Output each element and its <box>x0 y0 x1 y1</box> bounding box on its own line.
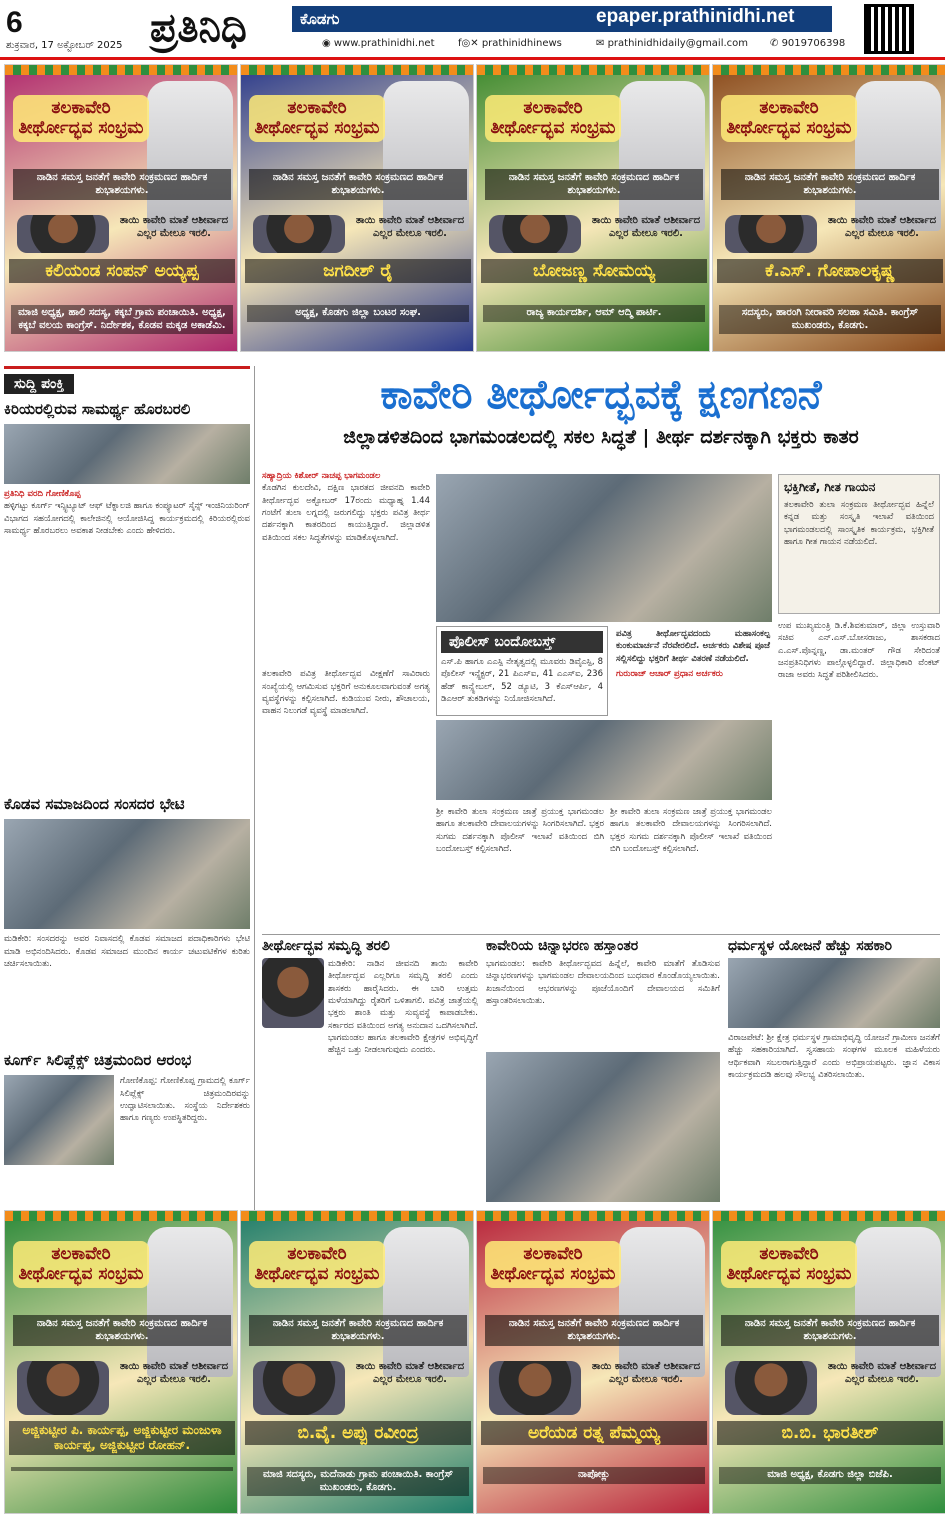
ad-person-role: ಮಾಜಿ ಸದಸ್ಯರು, ಮದೆನಾಡು ಗ್ರಾಮ ಪಂಚಾಯಿತಿ. ಕಾಂಗ್ರೆಸ್ ಮುಖಂಡರು, ಕೊಡಗು. <box>247 1467 469 1496</box>
lead-body: ತಲಕಾವೇರಿ ಪವಿತ್ರ ತೀರ್ಥೋದ್ಭವ ವೀಕ್ಷಣೆಗೆ ಸಾವಿರಾರು ಸಂಖ್ಯೆಯಲ್ಲಿ ಆಗಮಿಸುವ ಭಕ್ತರಿಗೆ ಅನುಕೂಲವಾಗುವಂತೆ ಅಗತ್ಯ ವ್ಯವಸ್ಥೆಗಳನ್ನು ಕಲ್ಪಿಸಲಾಗಿದೆ. ಕುಡಿಯುವ ನೀರು, ಶೌಚಾಲಯ, ವಾಹನ ನಿಲುಗಡೆ ವ್ಯವಸ್ಥೆ ಮಾಡಲಾಗಿದೆ. <box>262 669 430 717</box>
ad-wish: ನಾಡಿನ ಸಮಸ್ತ ಜನತೆಗೆ ಕಾವೇರಿ ಸಂಕ್ರಮಣದ ಹಾರ್ದಿಕ ಶುಭಾಶಯಗಳು. <box>485 1315 703 1346</box>
ad-blessing: ತಾಯಿ ಕಾವೇರಿ ಮಾತೆ ಆಶೀರ್ವಾದ ಎಲ್ಲರ ಮೇಲೂ ಇರಲಿ. <box>827 215 937 239</box>
ad-blessing: ತಾಯಿ ಕಾವೇರಿ ಮಾತೆ ಆಶೀರ್ವಾದ ಎಲ್ಲರ ಮೇಲೂ ಇರಲಿ. <box>355 215 465 239</box>
lead-text-column <box>262 470 430 930</box>
section-divider <box>262 934 940 935</box>
ad-title: ತಲಕಾವೇರಿ ತೀರ್ಥೋದ್ಭವ ಸಂಭ್ರಮ <box>721 1241 857 1288</box>
ad-person-name: ಬಿ.ವೈ. ಅಪ್ಪು ರವೀಂದ್ರ <box>245 1421 471 1445</box>
ad-person-name: ಜಗದೀಶ್ ರೈ <box>245 259 471 283</box>
lead-byline: ಸಹ್ಯಾದ್ರಿಯ ಕಿಶೋರ್ ನಾಚಪ್ಪ ಭಾಗಮಂಡಲ <box>262 471 381 481</box>
story-headline[interactable]: ತೀರ್ಥೋದ್ಭವ ಸಮೃದ್ಧಿ ತರಲಿ <box>262 938 390 954</box>
ad-person-role <box>11 1467 233 1471</box>
lead-text-column <box>778 620 940 930</box>
section-name: ಕೊಡಗು <box>300 10 340 28</box>
lead-body: ಶ್ರೀ ಕಾವೇರಿ ತುಲಾ ಸಂಕ್ರಮಣ ಜಾತ್ರೆ ಪ್ರಯುಕ್ತ ಭಾಗಮಂಡಲ ಹಾಗೂ ತಲಕಾವೇರಿ ದೇವಾಲಯಗಳನ್ನು ಸಿಂಗರಿಸಲಾಗಿದೆ. ಭಕ್ತರ ಸುಗಮ ದರ್ಶನಕ್ಕಾಗಿ ಪೊಲೀಸ್ ಇಲಾಖೆ ವತಿಯಿಂದ ಬಿಗಿ ಬಂದೋಬಸ್ತ್ ಕಲ್ಪಿಸಲಾಗಿದೆ. <box>610 807 772 854</box>
mid-story <box>262 938 478 1200</box>
meeting-photo <box>4 819 250 929</box>
person-photo <box>489 215 581 253</box>
greeting-ad[interactable] <box>4 1210 238 1514</box>
pull-quote <box>614 626 772 716</box>
story-headline[interactable]: ಕೊಡವ ಸಮಾಜದಿಂದ ಸಂಸದರ ಭೇಟಿ <box>4 795 185 814</box>
steps-photo <box>436 720 772 800</box>
greeting-ad[interactable] <box>476 64 710 352</box>
story-body: ಭಾಗಮಂಡಲ: ಕಾವೇರಿ ತೀರ್ಥೋದ್ಭವದ ಹಿನ್ನೆಲೆ, ಕಾವೇರಿ ಮಾತೆಗೆ ತೊಡಿಸುವ ಚಿನ್ನಾಭರಣಗಳನ್ನು ಭಾಗಮಂಡಲ ದೇವಾಲಯದಿಂದ ಬುಧವಾರ ಕೊಂಡೊಯ್ಯಲಾಯಿತು. ಖಜಾನೆಯಿಂದ ಆಭರಣಗಳನ್ನು ಪೂಜೆಯೊಂದಿಗೆ ದೇವಾಲಯದ ಸಮಿತಿಗೆ ಹಸ್ತಾಂತರಿಸಲಾಯಿತು. <box>486 959 720 1006</box>
story-headline[interactable]: ಕಿರಿಯರಲ್ಲಿರುವ ಸಾಮರ್ಥ್ಯ ಹೊರಬರಲಿ <box>4 400 191 418</box>
police-box-body: ಎಸ್.ಪಿ ಹಾಗೂ ಎಎಸ್ಪಿ ನೇತೃತ್ವದಲ್ಲಿ ಮೂವರು ಡಿವೈಎಸ್ಪಿ, 8 ಪೊಲೀಸ್ ಇನ್ಸ್ಪೆಕ್ಟರ್, 21 ಪಿಎಸ್ಐ, 41 ಎಎಸ್ಐ, 236 ಹೆಡ್ ಕಾನ್ಸ್ಟೇಬಲ್, 52 ಡ್ಯೂಟಿ, 3 ಕೆಎಸ್ಆರ್ಪಿ, 4 ಡಿಎಆರ್ ತುಕಡಿಗಳನ್ನು ನಿಯೋಜಿಸಲಾಗಿದೆ. <box>441 657 603 704</box>
mid-story <box>486 938 720 1200</box>
temple-shrine-image <box>619 81 705 231</box>
ad-person-name: ಕಲಿಯಂಡ ಸಂಪನ್ ಅಯ್ಯಪ್ಪ <box>9 259 235 283</box>
temple-shrine-image <box>147 1227 233 1377</box>
person-photo <box>17 1361 109 1415</box>
ad-person-role: ಮಾಜಿ ಅಧ್ಯಕ್ಷ, ಹಾಲಿ ಸದಸ್ಯ, ಕಕ್ಕಬೆ ಗ್ರಾಮ ಪಂಚಾಯಿತಿ. ಅಧ್ಯಕ್ಷ, ಕಕ್ಕಬೆ ವಲಯ ಕಾಂಗ್ರೆಸ್. ನಿರ್ದೇಶಕ, ಕೊಡವ ಮಕ್ಕಡ ಅಕಾಡೆಮಿ. <box>11 305 233 334</box>
ad-wish: ನಾಡಿನ ಸಮಸ್ತ ಜನತೆಗೆ ಕಾವೇರಿ ಸಂಕ್ರಮಣದ ಹಾರ್ದಿಕ ಶುಭಾಶಯಗಳು. <box>13 169 231 200</box>
police-box <box>436 626 608 716</box>
page-number: 6 <box>6 6 23 39</box>
person-photo <box>253 215 345 253</box>
story-headline[interactable]: ಕೂರ್ಗ್ ಸಿಲಿಪ್ಲೆಕ್ಸ್ ಚಿತ್ರಮಂದಿರ ಆರಂಭ <box>4 1051 192 1070</box>
lead-body: ಉಪ ಮುಖ್ಯಮಂತ್ರಿ ಡಿ.ಕೆ.ಶಿವಕುಮಾರ್, ಜಿಲ್ಲಾ ಉಸ್ತುವಾರಿ ಸಚಿವ ಎನ್.ಎಸ್.ಬೋಸರಾಜು, ಶಾಸಕರಾದ ಎ.ಎಸ್.ಪೊನ್ನಣ್ಣ, ಡಾ.ಮಂತರ್ ಗೌಡ ಸೇರಿದಂತೆ ಜನಪ್ರತಿನಿಧಿಗಳು ಪಾಲ್ಗೊಳ್ಳಲಿದ್ದಾರೆ. ಜಿಲ್ಲಾಧಿಕಾರಿ ವೆಂಕಟ್ ರಾಜಾ ಅವರು ಸಿದ್ಧತೆ ಪರಿಶೀಲಿಸಿದರು. <box>778 621 940 681</box>
temple-photo <box>436 474 772 622</box>
lead-text-column <box>436 806 604 930</box>
ad-person-role: ಅಧ್ಯಕ್ಷ, ಕೊಡಗು ಜಿಲ್ಲಾ ಬಂಟರ ಸಂಘ. <box>247 305 469 322</box>
ad-title: ತಲಕಾವೇರಿ ತೀರ್ಥೋದ್ಭವ ಸಂಭ್ರಮ <box>485 1241 621 1288</box>
ad-wish: ನಾಡಿನ ಸಮಸ್ತ ಜನತೆಗೆ ಕಾವೇರಿ ಸಂಕ್ರಮಣದ ಹಾರ್ದಿಕ ಶುಭಾಶಯಗಳು. <box>13 1315 231 1346</box>
person-photo <box>17 215 109 253</box>
garland-decoration <box>713 65 945 75</box>
ad-person-role: ರಾಜ್ಯ ಕಾರ್ಯದರ್ಶಿ, ಆಮ್ ಆದ್ಮಿ ಪಾರ್ಟಿ. <box>483 305 705 322</box>
temple-shrine-image <box>383 81 469 231</box>
story-body: ಗೋಣಿಕೊಪ್ಪ: ಗೋಣಿಕೊಪ್ಪ ಗ್ರಾಮದಲ್ಲಿ ಕೂರ್ಗ್ ಸಿಲಿಪ್ಲೆಕ್ಸ್ ಚಿತ್ರಮಂದಿರವನ್ನು ಉದ್ಘಾಟಿಸಲಾಯಿತು. ಸಂಸ್ಥೆಯ ನಿರ್ದೇಶಕರು ಹಾಗೂ ಗಣ್ಯರು ಉಪಸ್ಥಿತರಿದ್ದರು. <box>120 1076 250 1124</box>
greeting-ad[interactable] <box>240 1210 474 1514</box>
ad-blessing: ತಾಯಿ ಕಾವೇರಿ ಮಾತೆ ಆಶೀರ್ವಾದ ಎಲ್ಲರ ಮೇಲೂ ಇರಲಿ. <box>591 1361 701 1385</box>
person-photo <box>725 215 817 253</box>
person-photo <box>725 1361 817 1415</box>
temple-shrine-image <box>383 1227 469 1377</box>
temple-shrine-image <box>855 1227 941 1377</box>
lead-subheadline: ಜಿಲ್ಲಾಡಳಿತದಿಂದ ಭಾಗಮಂಡಲದಲ್ಲಿ ಸಕಲ ಸಿದ್ಧತೆ | ತೀರ್ಥ ದರ್ಶನಕ್ಕಾಗಿ ಭಕ್ತರು ಕಾತರ <box>343 426 859 448</box>
ad-blessing: ತಾಯಿ ಕಾವೇರಿ ಮಾತೆ ಆಶೀರ್ವಾದ ಎಲ್ಲರ ಮೇಲೂ ಇರಲಿ. <box>119 215 229 239</box>
cultural-sidebox <box>778 474 940 614</box>
ad-title: ತಲಕಾವೇರಿ ತೀರ್ಥೋದ್ಭವ ಸಂಭ್ರಮ <box>249 1241 385 1288</box>
garland-decoration <box>477 65 710 75</box>
sidebox-body: ತಲಕಾವೇರಿ ತುಲಾ ಸಂಕ್ರಮಣ ತೀರ್ಥೋದ್ಭವ ಹಿನ್ನೆಲೆ ಕನ್ನಡ ಮತ್ತು ಸಂಸ್ಕೃತಿ ಇಲಾಖೆ ವತಿಯಿಂದ ಭಾಗಮಂಡಲದಲ್ಲಿ ಸಾಂಸ್ಕೃತಿಕ ಕಾರ್ಯಕ್ರಮ, ಭಕ್ತಿಗೀತೆ ಹಾಗೂ ಗೀತ ಗಾಯನ ನಡೆಯಲಿದೆ. <box>784 500 934 547</box>
quote-attribution: ಗುರುರಾಜ್ ಆಚಾರ್ ಪ್ರಧಾನ ಅರ್ಚಕರು <box>616 668 723 679</box>
ad-title: ತಲಕಾವೇರಿ ತೀರ್ಥೋದ್ಭವ ಸಂಭ್ರಮ <box>13 1241 149 1288</box>
qr-code-icon[interactable] <box>864 4 914 54</box>
ad-wish: ನಾಡಿನ ಸಮಸ್ತ ಜನತೆಗೆ ಕಾವೇರಿ ಸಂಕ್ರಮಣದ ಹಾರ್ದಿಕ ಶುಭಾಶಯಗಳು. <box>721 169 939 200</box>
ad-person-role: ಮಾಜಿ ಅಧ್ಯಕ್ಷ, ಕೊಡಗು ಜಿಲ್ಲಾ ಬಿಜೆಪಿ. <box>719 1467 941 1484</box>
story-body: ಮಡಿಕೇರಿ: ನಾಡಿನ ಜೀವನದಿ ತಾಯಿ ಕಾವೇರಿ ತೀರ್ಥೋದ್ಭವ ಎಲ್ಲರಿಗೂ ಸಮೃದ್ಧಿ ತರಲಿ ಎಂದು ಶಾಸಕರು ಹಾರೈಸಿದರು. ಈ ಬಾರಿ ಉತ್ತಮ ಮಳೆಯಾಗಿದ್ದು ರೈತರಿಗೆ ಒಳಿತಾಗಲಿ. ಪವಿತ್ರ ಜಾತ್ರೆಯಲ್ಲಿ ಭಕ್ತರು ಶಾಂತಿ ಮತ್ತು ಸುವ್ಯವಸ್ಥೆ ಕಾಪಾಡಬೇಕು. ಸರ್ಕಾರದ ವತಿಯಿಂದ ಅಗತ್ಯ ಅನುದಾನ ಒದಗಿಸಲಾಗಿದೆ. ಭಾಗಮಂಡಲ ಹಾಗೂ ತಲಕಾವೇರಿ ಕ್ಷೇತ್ರಗಳ ಅಭಿವೃದ್ಧಿಗೆ ಹೆಚ್ಚಿನ ಒತ್ತು ನೀಡಲಾಗುವುದು ಎಂದರು. <box>328 959 478 1056</box>
lead-body: ಕೊಡಗಿನ ಕುಲದೇವಿ, ದಕ್ಷಿಣ ಭಾರತದ ಜೀವನದಿ ಕಾವೇರಿ ತೀರ್ಥೋದ್ಭವ ಅಕ್ಟೋಬರ್ 17ರಂದು ಮಧ್ಯಾಹ್ನ 1.44 ಗಂಟೆಗೆ ತುಲಾ ಲಗ್ನದಲ್ಲಿ ಜರುಗಲಿದ್ದು ಭಕ್ತರು ಪವಿತ್ರ ತೀರ್ಥ ದರ್ಶನಕ್ಕಾಗಿ ಕಾತರದಿಂದ ಕಾಯುತ್ತಿದ್ದಾರೆ. ಜಿಲ್ಲಾಡಳಿತ ವತಿಯಿಂದ ಸಕಲ ಸಿದ್ಧತೆಗಳನ್ನು ಮಾಡಿಕೊಳ್ಳಲಾಗಿದೆ. <box>262 483 430 543</box>
ad-person-role: ನಾಪೋಕ್ಲು <box>483 1467 705 1484</box>
column-tag: ಸುದ್ದಿ ಪಂಕ್ತಿ <box>4 374 74 394</box>
story-body: ವಿರಾಜಪೇಟೆ: ಶ್ರೀ ಕ್ಷೇತ್ರ ಧರ್ಮಸ್ಥಳ ಗ್ರಾಮಾಭಿವೃದ್ಧಿ ಯೋಜನೆ ಗ್ರಾಮೀಣ ಜನತೆಗೆ ಹೆಚ್ಚು ಸಹಕಾರಿಯಾಗಿದೆ. ಸ್ವಸಹಾಯ ಸಂಘಗಳ ಮೂಲಕ ಮಹಿಳೆಯರು ಆರ್ಥಿಕವಾಗಿ ಸಬಲರಾಗುತ್ತಿದ್ದಾರೆ ಎಂದು ಅಭಿಪ್ರಾಯಪಟ್ಟರು. ಜ್ಞಾನ ವಿಕಾಸ ಕಾರ್ಯಕ್ರಮದಡಿ ಹಲವು ಸೌಲಭ್ಯ ವಿತರಿಸಲಾಯಿತು. <box>728 1033 940 1080</box>
garland-decoration <box>5 65 238 75</box>
garland-decoration <box>477 1211 710 1221</box>
issue-date: ಶುಕ್ರವಾರ, 17 ಅಕ್ಟೋಬರ್ 2025 <box>6 40 123 51</box>
portrait-photo <box>262 958 324 1028</box>
greeting-ad[interactable] <box>476 1210 710 1514</box>
mid-story <box>728 938 940 1200</box>
ad-title: ತಲಕಾವೇರಿ ತೀರ್ಥೋದ್ಭವ ಸಂಭ್ರಮ <box>485 95 621 142</box>
ad-title: ತಲಕಾವೇರಿ ತೀರ್ಥೋದ್ಭವ ಸಂಭ್ರಮ <box>13 95 149 142</box>
event-photo <box>728 958 940 1028</box>
ad-blessing: ತಾಯಿ ಕಾವೇರಿ ಮಾತೆ ಆಶೀರ್ವಾದ ಎಲ್ಲರ ಮೇಲೂ ಇರಲಿ. <box>591 215 701 239</box>
lead-body: ಶ್ರೀ ಕಾವೇರಿ ತುಲಾ ಸಂಕ್ರಮಣ ಜಾತ್ರೆ ಪ್ರಯುಕ್ತ ಭಾಗಮಂಡಲ ಹಾಗೂ ತಲಕಾವೇರಿ ದೇವಾಲಯಗಳನ್ನು ಸಿಂಗರಿಸಲಾಗಿದೆ. ಭಕ್ತರ ಸುಗಮ ದರ್ಶನಕ್ಕಾಗಿ ಪೊಲೀಸ್ ಇಲಾಖೆ ವತಿಯಿಂದ ಬಿಗಿ ಬಂದೋಬಸ್ತ್ ಕಲ್ಪಿಸಲಾಗಿದೆ. <box>436 807 604 854</box>
story-dateline: ಪ್ರತಿನಿಧಿ ವರದಿ ಗೋಣಿಕೊಪ್ಪ <box>4 489 81 499</box>
person-photo <box>253 1361 345 1415</box>
ad-blessing: ತಾಯಿ ಕಾವೇರಿ ಮಾತೆ ಆಶೀರ್ವಾದ ಎಲ್ಲರ ಮೇಲೂ ಇರಲಿ. <box>119 1361 229 1385</box>
greeting-ad[interactable] <box>712 64 945 352</box>
greeting-ad[interactable] <box>4 64 238 352</box>
garland-decoration <box>241 65 474 75</box>
sidebox-title: ಭಕ್ತಿಗೀತೆ, ಗೀತ ಗಾಯನ <box>784 480 876 494</box>
inauguration-photo <box>4 1075 114 1165</box>
social-handle[interactable]: f◎✕ prathinidhinews <box>458 38 562 49</box>
garland-decoration <box>241 1211 474 1221</box>
newspaper-logo: ಪ್ರತಿನಿಧಿ <box>150 4 247 51</box>
greeting-ad[interactable] <box>240 64 474 352</box>
lead-story <box>262 372 940 448</box>
ad-blessing: ತಾಯಿ ಕಾವೇರಿ ಮಾತೆ ಆಶೀರ್ವಾದ ಎಲ್ಲರ ಮೇಲೂ ಇರಲಿ. <box>827 1361 937 1385</box>
ad-person-name: ಬಿ.ಬಿ. ಭಾರತೀಶ್ <box>717 1421 943 1445</box>
ad-title: ತಲಕಾವೇರಿ ತೀರ್ಥೋದ್ಭವ ಸಂಭ್ರಮ <box>721 95 857 142</box>
ad-wish: ನಾಡಿನ ಸಮಸ್ತ ಜನತೆಗೆ ಕಾವೇರಿ ಸಂಕ್ರಮಣದ ಹಾರ್ದಿಕ ಶುಭಾಶಯಗಳು. <box>485 169 703 200</box>
lead-text-column <box>610 806 772 930</box>
story-headline[interactable]: ಕಾವೇರಿಯ ಚಿನ್ನಾಭರಣ ಹಸ್ತಾಂತರ <box>486 938 639 954</box>
temple-shrine-image <box>147 81 233 231</box>
story-body: ಹಳ್ಳಿಗಟ್ಟು ಕೂರ್ಗ್ ಇನ್ಸ್ಟಿಟ್ಯೂಟ್ ಆಫ್ ಟೆಕ್ನಾಲಜಿ ಹಾಗೂ ಕಂಪ್ಯೂಟರ್ ಸೈನ್ಸ್ ಇಂಜಿನಿಯರಿಂಗ್ ವಿಭಾಗದ ಸಹಯೋಗದಲ್ಲಿ ಕಾಲೇಜಿನಲ್ಲಿ ಆಯೋಜಿಸಿದ್ದ ಕಾರ್ಯಕ್ರಮದಲ್ಲಿ ಕಿರಿಯರಲ್ಲಿರುವ ಸಾಮರ್ಥ್ಯ ಹೊರಬರಲು ಅವಕಾಶ ನೀಡಬೇಕು ಎಂದು ಹೇಳಿದರು. <box>4 501 250 536</box>
ad-person-name: ಅರೆಯಡ ರತ್ನ ಪೆಮ್ಮಯ್ಯ <box>481 1421 707 1445</box>
garland-decoration <box>5 1211 238 1221</box>
quote-text: ಪವಿತ್ರ ತೀರ್ಥೋದ್ಭವದಂದು ಮಹಾಸಂಕಲ್ಪ ಕುಂಕುಮಾರ್ಚನೆ ನೆರವೇರಲಿದೆ. ಅರ್ಚಕರು ವಿಶೇಷ ಪೂಜೆ ಸಲ್ಲಿಸಲಿದ್ದು ಭಕ್ತರಿಗೆ ತೀರ್ಥ ವಿತರಣೆ ನಡೆಯಲಿದೆ. <box>616 629 770 664</box>
ad-wish: ನಾಡಿನ ಸಮಸ್ತ ಜನತೆಗೆ ಕಾವೇರಿ ಸಂಕ್ರಮಣದ ಹಾರ್ದಿಕ ಶುಭಾಶಯಗಳು. <box>249 1315 467 1346</box>
ad-wish: ನಾಡಿನ ಸಮಸ್ತ ಜನತೆಗೆ ಕಾವೇರಿ ಸಂಕ್ರಮಣದ ಹಾರ್ದಿಕ ಶುಭಾಶಯಗಳು. <box>721 1315 939 1346</box>
ad-wish: ನಾಡಿನ ಸಮಸ್ತ ಜನತೆಗೆ ಕಾವೇರಿ ಸಂಕ್ರಮಣದ ಹಾರ್ದಿಕ ಶುಭಾಶಯಗಳು. <box>249 169 467 200</box>
ad-person-role: ಸದಸ್ಯರು, ಹಾರಂಗಿ ನೀರಾವರಿ ಸಲಹಾ ಸಮಿತಿ. ಕಾಂಗ್ರೆಸ್ ಮುಖಂಡರು, ಕೊಡಗು. <box>719 305 941 334</box>
story-headline[interactable]: ಧರ್ಮಸ್ಥಳ ಯೋಜನೆ ಹೆಚ್ಚು ಸಹಕಾರಿ <box>728 938 893 954</box>
garland-decoration <box>713 1211 945 1221</box>
ad-person-name: ಬೋಜಣ್ಣ ಸೋಮಯ್ಯ <box>481 259 707 283</box>
person-photo <box>489 1361 581 1415</box>
masthead <box>0 0 945 60</box>
story-body: ಮಡಿಕೇರಿ: ಸಂಸದರನ್ನು ಅವರ ನಿವಾಸದಲ್ಲಿ ಕೊಡವ ಸಮಾಜದ ಪದಾಧಿಕಾರಿಗಳು ಭೇಟಿ ಮಾಡಿ ಅಭಿನಂದಿಸಿದರು. ಕೊಡವ ಸಮಾಜದ ಮುಂದಿನ ಕಾರ್ಯ ಚಟುವಟಿಕೆಗಳ ಕುರಿತು ಚರ್ಚಿಸಲಾಯಿತು. <box>4 934 250 969</box>
epaper-link[interactable]: epaper.prathinidhi.net <box>596 6 795 27</box>
temple-shrine-image <box>855 81 941 231</box>
greeting-ad[interactable] <box>712 1210 945 1514</box>
group-photo <box>4 424 250 484</box>
ad-person-name: ಕೆ.ಎಸ್. ಗೋಪಾಲಕೃಷ್ಣ <box>717 259 943 283</box>
police-box-title: ಪೊಲೀಸ್ ಬಂದೋಬಸ್ತ್ <box>441 631 603 653</box>
ad-person-name: ಅಜ್ಜಿಕುಟ್ಟೀರ ಪಿ. ಕಾರ್ಯಪ್ಪ, ಅಜ್ಜಿಕುಟ್ಟೀರ ಮಂಜುಳಾ ಕಾರ್ಯಪ್ಪ, ಅಜ್ಜಿಕುಟ್ಟೀರ ರೋಹನ್. <box>9 1421 235 1455</box>
website-link[interactable]: ◉ www.prathinidhi.net <box>322 38 435 49</box>
temple-shrine-image <box>619 1227 705 1377</box>
lead-headline[interactable]: ಕಾವೇರಿ ತೀರ್ಥೋದ್ಭವಕ್ಕೆ ಕ್ಷಣಗಣನೆ <box>380 372 822 418</box>
ad-title: ತಲಕಾವೇರಿ ತೀರ್ಥೋದ್ಭವ ಸಂಭ್ರಮ <box>249 95 385 142</box>
email-link[interactable]: ✉ prathinidhidaily@gmail.com <box>596 38 749 49</box>
phone-number: ✆ 9019706398 <box>770 38 846 49</box>
ad-blessing: ತಾಯಿ ಕಾವೇರಿ ಮಾತೆ ಆಶೀರ್ವಾದ ಎಲ್ಲರ ಮೇಲೂ ಇರಲಿ. <box>355 1361 465 1385</box>
ritual-photo <box>486 1052 720 1202</box>
